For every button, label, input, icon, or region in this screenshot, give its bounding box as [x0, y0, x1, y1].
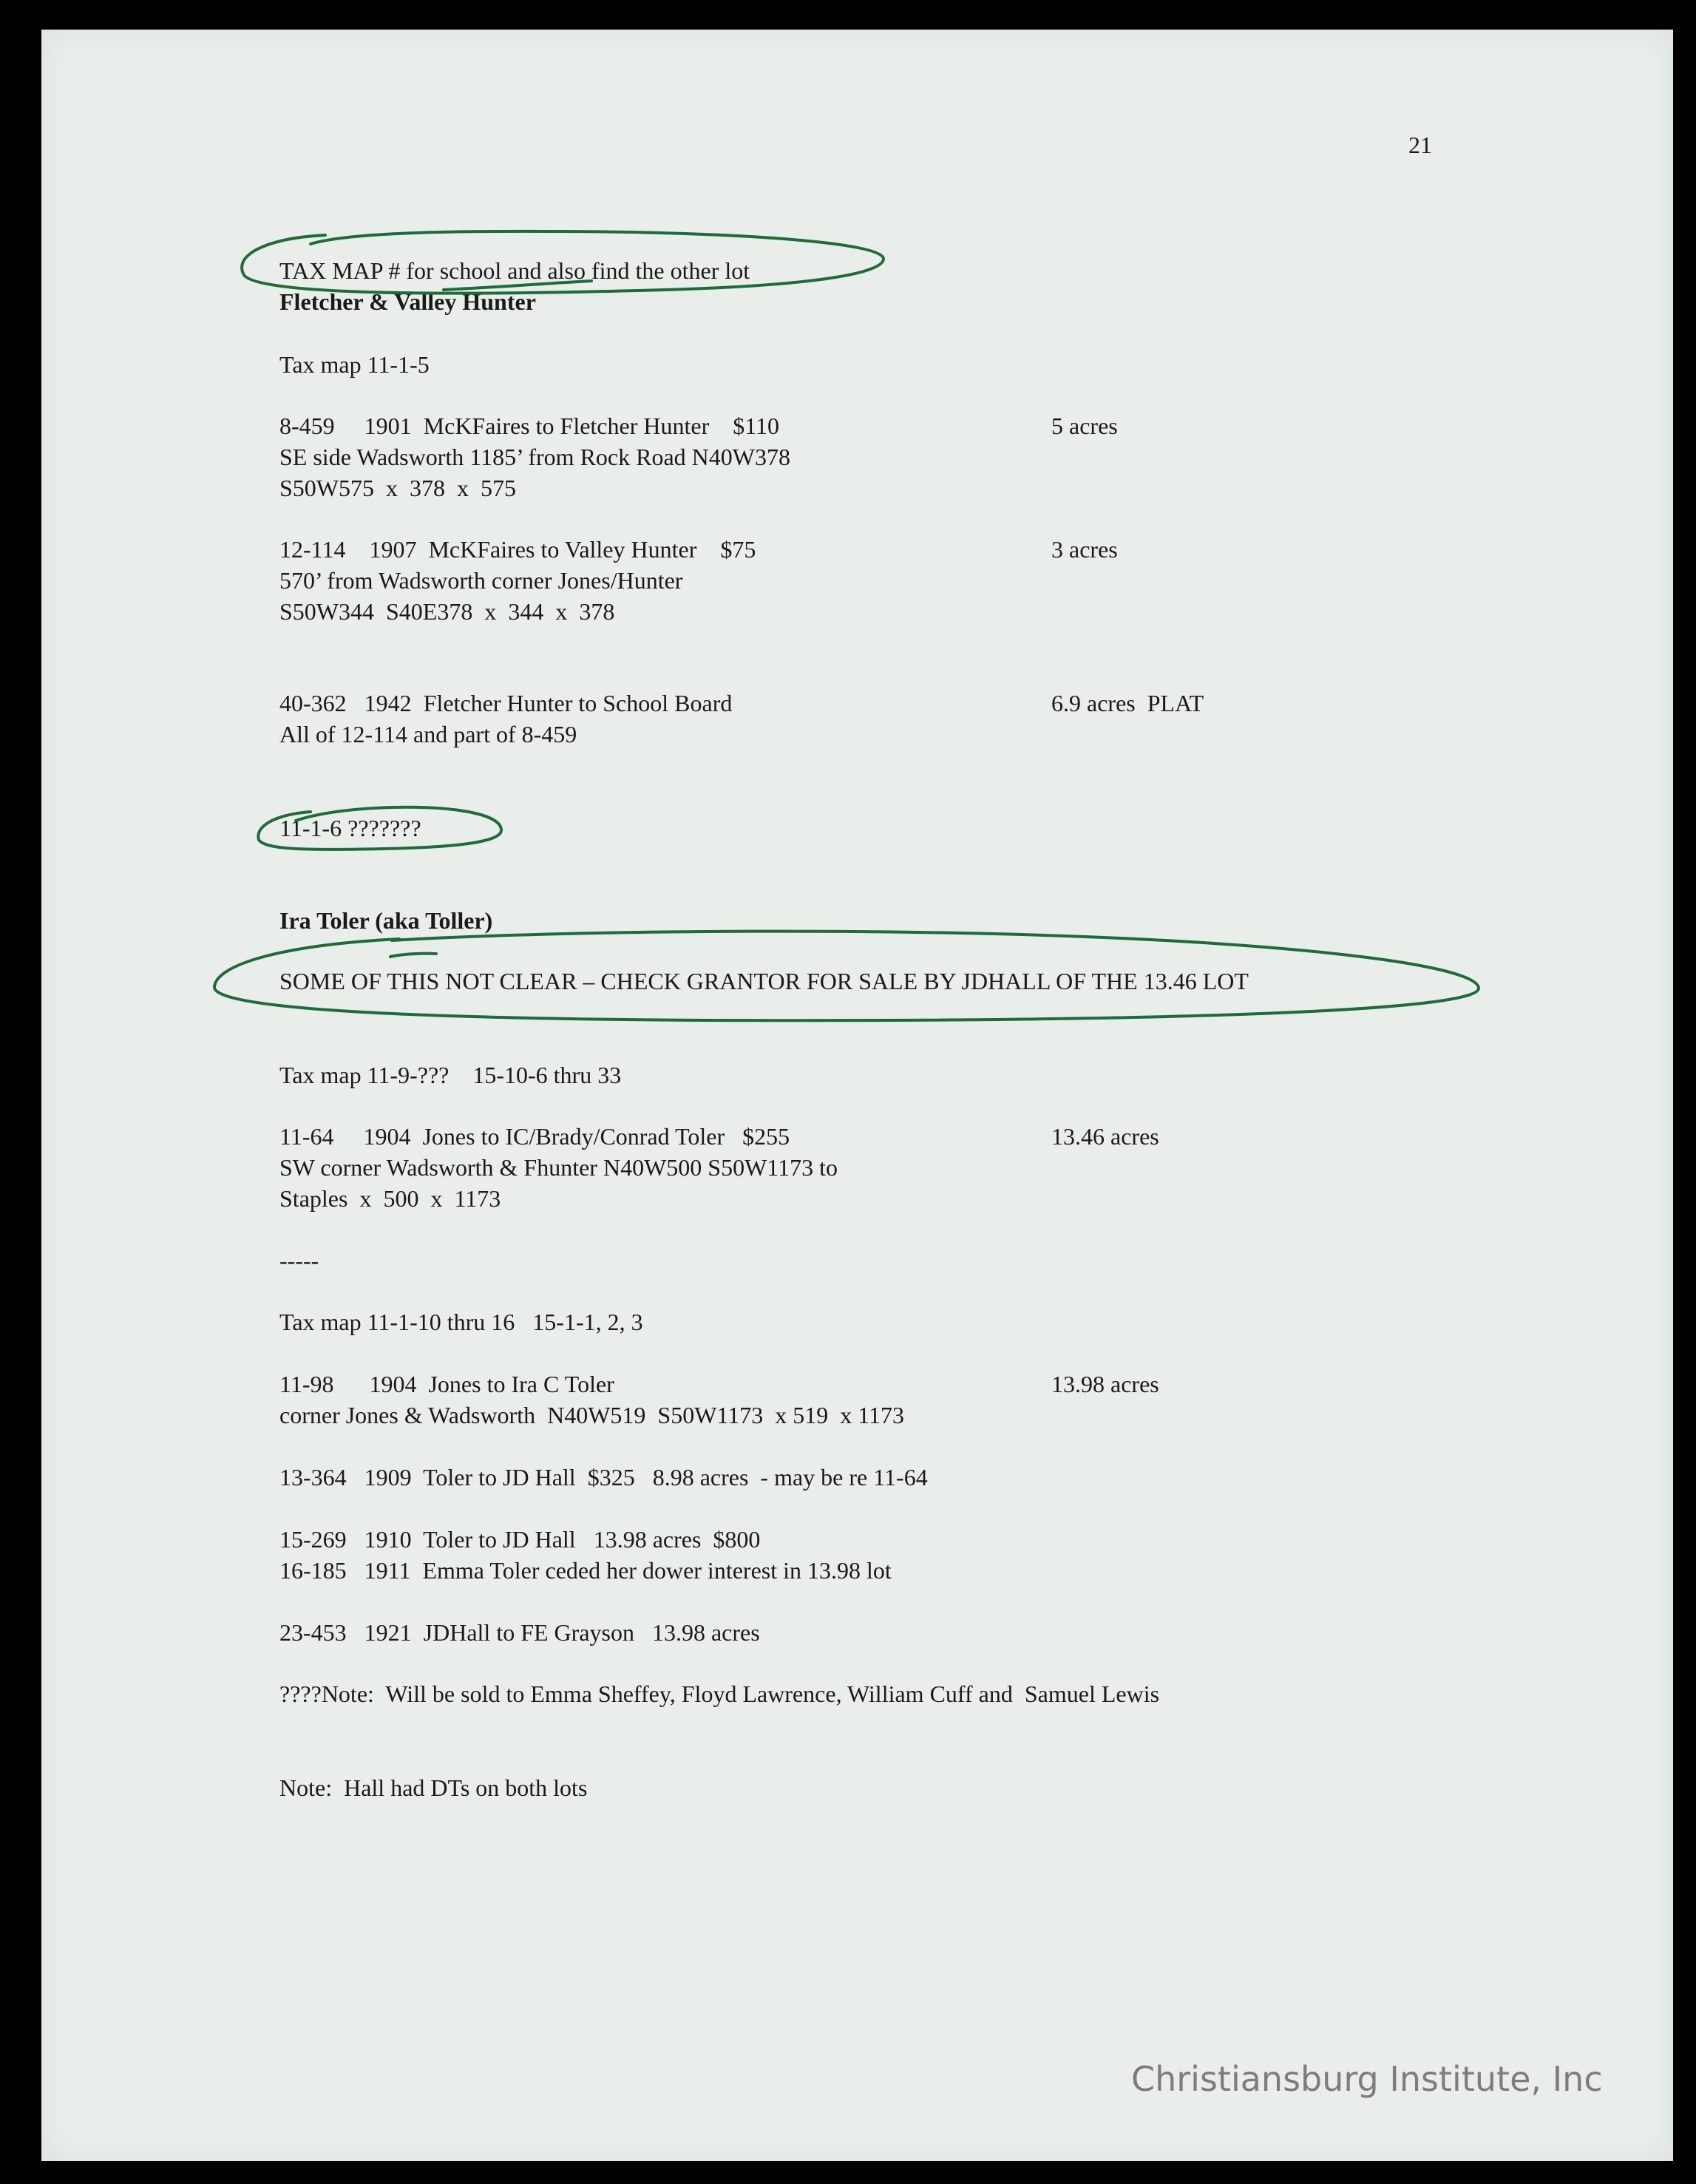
- deed-entry-line: 15-269 1910 Toler to JD Hall 13.98 acres $800: [279, 1526, 761, 1553]
- tax-map-line: Tax map 11-1-10 thru 16 15-1-1, 2, 3: [279, 1309, 643, 1335]
- tax-map-line: Tax map 11-9-??? 15-10-6 thru 33: [279, 1062, 622, 1088]
- deed-entry-line: 8-459 1901 McKFaires to Fletcher Hunter $110: [279, 413, 780, 439]
- acreage: 3 acres: [1051, 536, 1118, 563]
- deed-entry-line: All of 12-114 and part of 8-459: [279, 721, 577, 747]
- deed-entry-line: SW corner Wadsworth & Fhunter N40W500 S50W1173 to: [279, 1154, 838, 1181]
- heading-note: TAX MAP # for school and also find the other lot: [279, 257, 750, 284]
- deed-entry-line: 23-453 1921 JDHall to FE Grayson 13.98 acres: [279, 1619, 760, 1646]
- acreage: 5 acres: [1051, 413, 1118, 439]
- deed-entry-line: SE side Wadsworth 1185’ from Rock Road N40W378: [279, 444, 790, 470]
- acreage: 13.46 acres: [1051, 1123, 1159, 1150]
- deed-entry-line: corner Jones & Wadsworth N40W519 S50W1173 x 519 x 1173: [279, 1402, 905, 1428]
- watermark: Christiansburg Institute, Inc: [1131, 2059, 1603, 2099]
- deed-entry-line: S50W575 x 378 x 575: [279, 475, 516, 501]
- acreage: 13.98 acres: [1051, 1371, 1159, 1397]
- separator: -----: [279, 1247, 319, 1274]
- deed-entry-line: 11-98 1904 Jones to Ira C Toler: [279, 1371, 614, 1397]
- deed-entry-line: 12-114 1907 McKFaires to Valley Hunter $75: [279, 536, 756, 563]
- deed-entry-line: S50W344 S40E378 x 344 x 378: [279, 598, 615, 625]
- page-number: 21: [1408, 132, 1432, 158]
- deed-entry-line: 16-185 1911 Emma Toler ceded her dower interest in 13.98 lot: [279, 1557, 892, 1584]
- section-title-toler: Ira Toler (aka Toller): [279, 907, 493, 934]
- deed-entry-line: 40-362 1942 Fletcher Hunter to School Board: [279, 690, 733, 716]
- deed-entry-line: Staples x 500 x 1173: [279, 1185, 501, 1212]
- document-page: [41, 30, 1673, 2161]
- tax-map-line: Tax map 11-1-5: [279, 351, 430, 378]
- deed-entry-line: 13-364 1909 Toler to JD Hall $325 8.98 acres - may be re 11-64: [279, 1464, 928, 1491]
- deed-entry-line: 11-64 1904 Jones to IC/Brady/Conrad Toler $255: [279, 1123, 790, 1150]
- deed-entry-line: 570’ from Wadsworth corner Jones/Hunter: [279, 567, 683, 594]
- warning-note: SOME OF THIS NOT CLEAR – CHECK GRANTOR FOR SALE BY JDHALL OF THE 13.46 LOT: [279, 968, 1249, 994]
- note: Note: Hall had DTs on both lots: [279, 1774, 588, 1801]
- lot-query: 11-1-6 ???????: [279, 815, 421, 841]
- section-title-hunter: Fletcher & Valley Hunter: [279, 288, 536, 315]
- acreage: 6.9 acres PLAT: [1051, 690, 1204, 716]
- note: ????Note: Will be sold to Emma Sheffey, Floyd Lawrence, William Cuff and Samuel Lewis: [279, 1681, 1160, 1707]
